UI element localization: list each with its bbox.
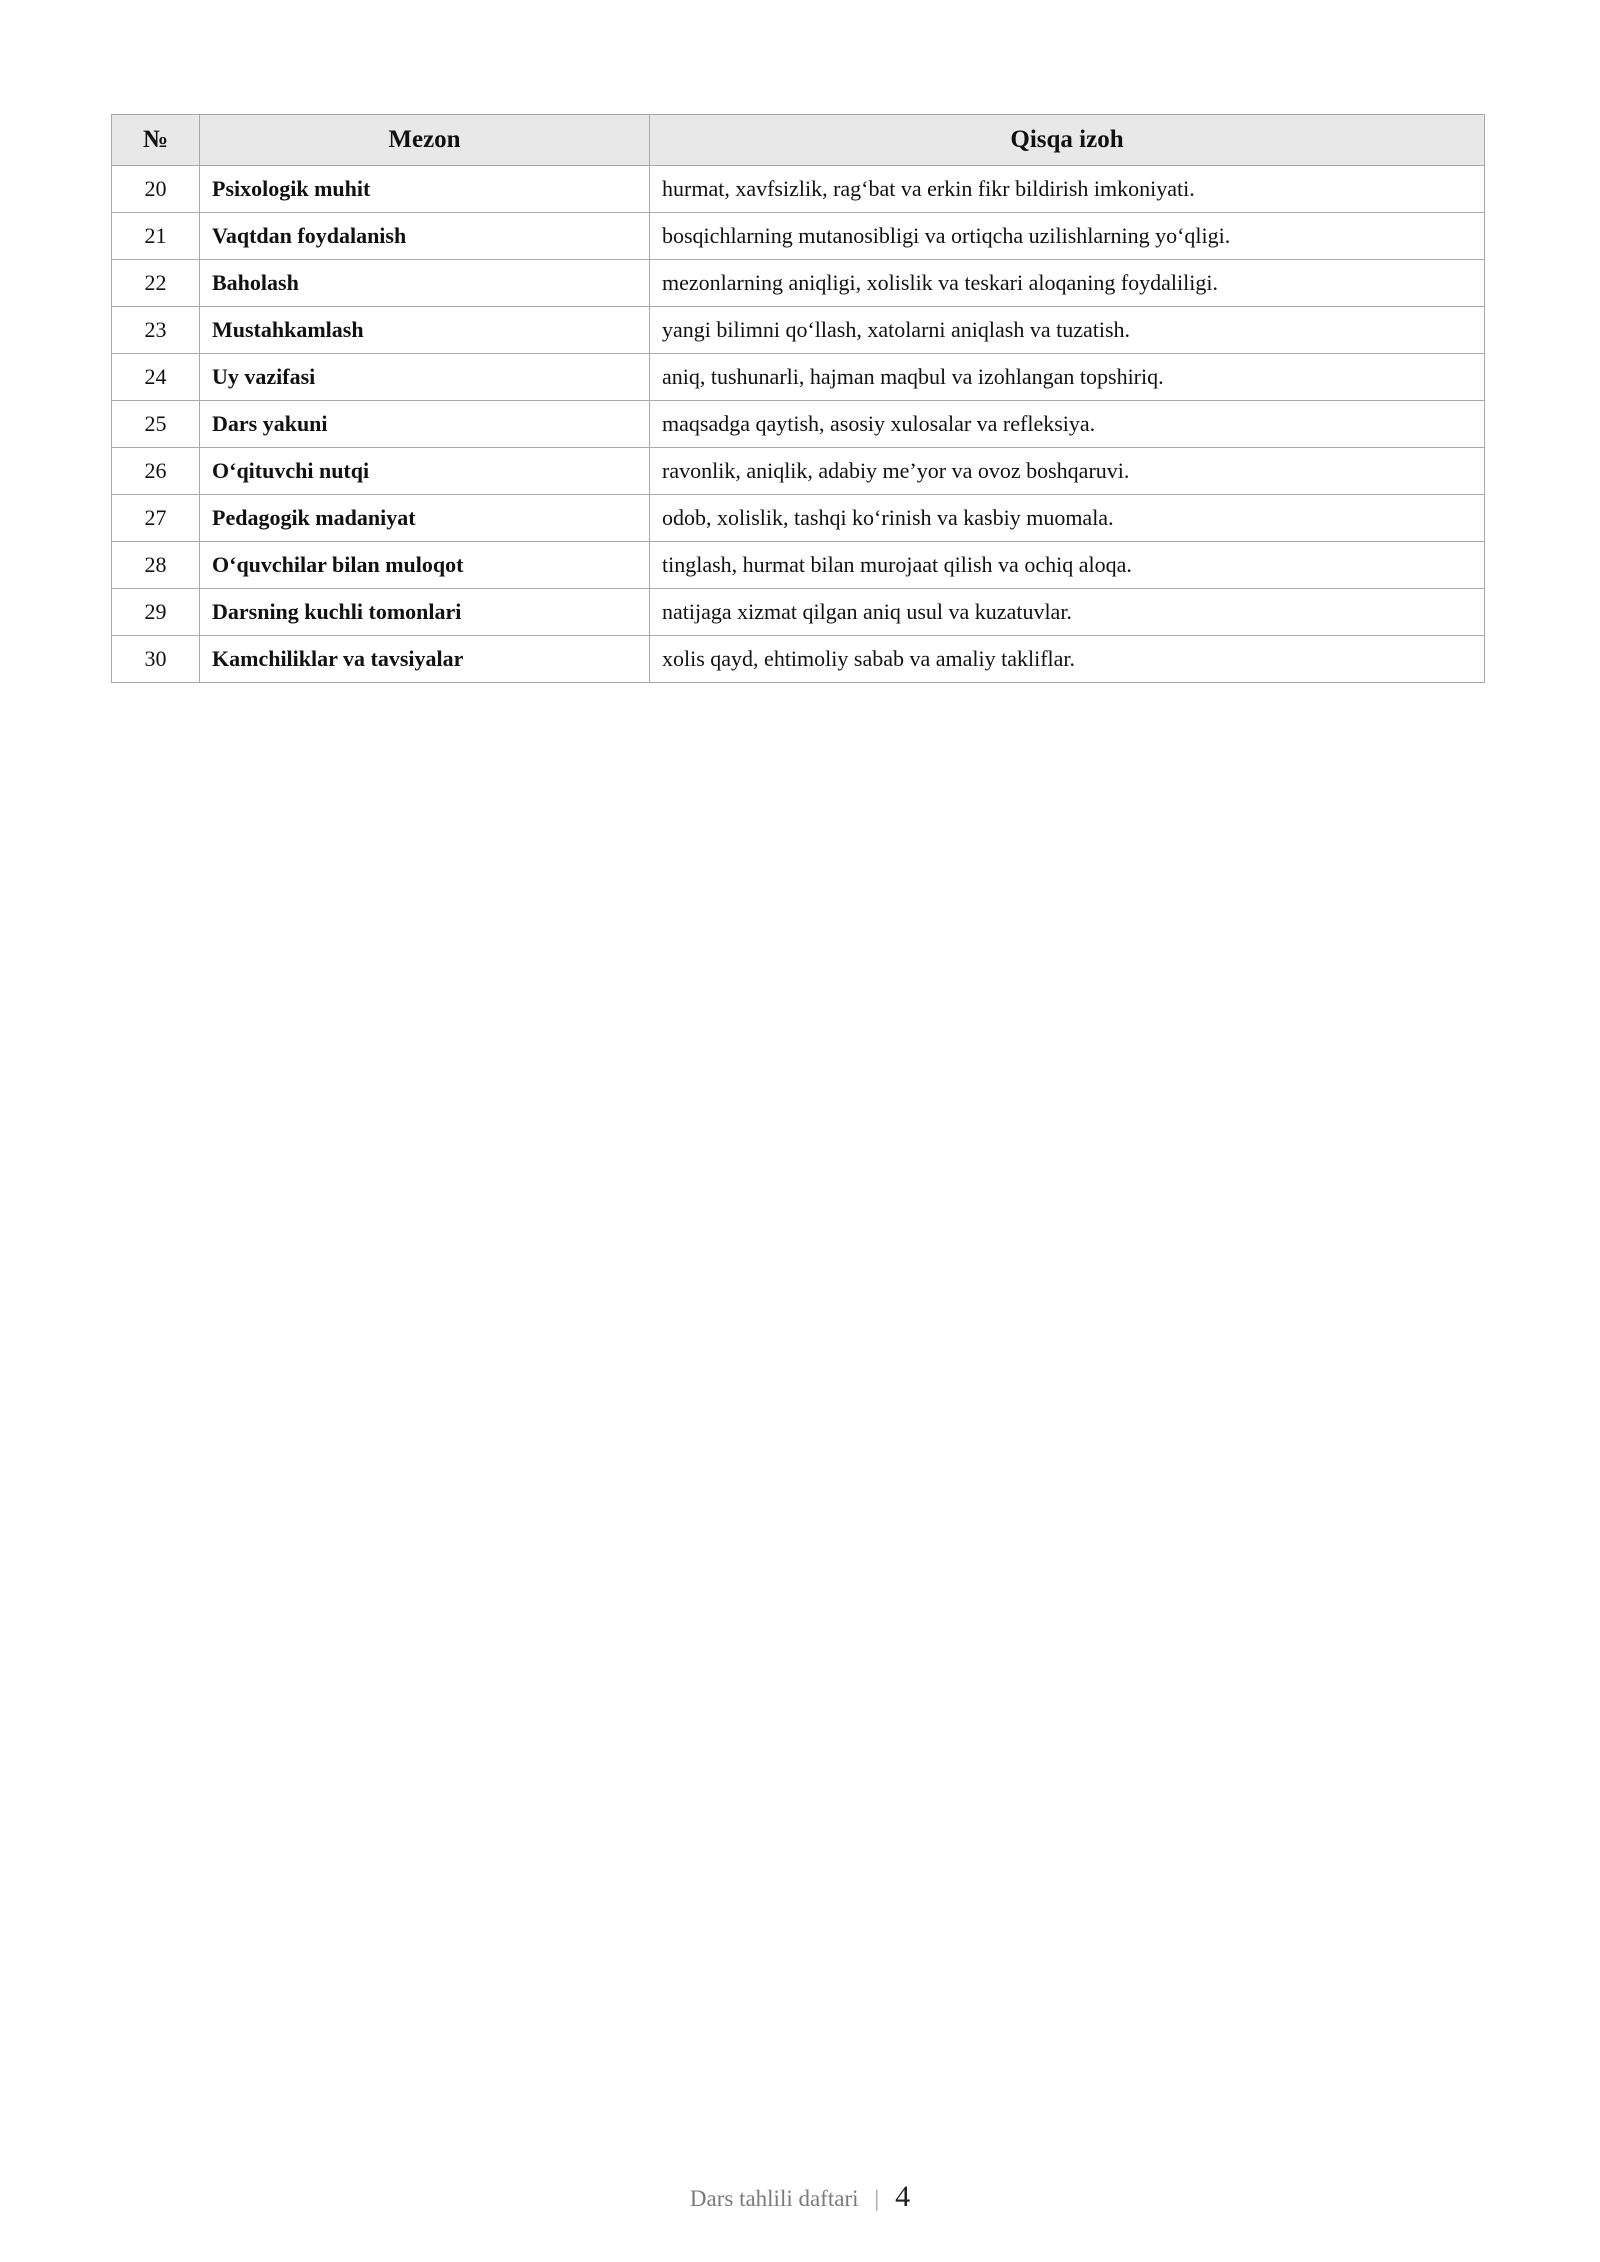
- row-number: 21: [112, 213, 200, 260]
- footer-title: Dars tahlili daftari: [689, 2186, 859, 2211]
- header-row: [112, 115, 1485, 166]
- row-criterion: Psixologik muhit: [200, 166, 650, 213]
- table-row: [112, 542, 1485, 589]
- table-row: [112, 260, 1485, 307]
- row-criterion: Kamchiliklar va tavsiyalar: [200, 636, 650, 683]
- row-criterion: Baholash: [200, 260, 650, 307]
- row-description: hurmat, xavfsizlik, rag‘bat va erkin fikr bildirish imkoniyati.: [650, 166, 1485, 213]
- row-number: 29: [112, 589, 200, 636]
- row-criterion: Vaqtdan foydalanish: [200, 213, 650, 260]
- row-number: 20: [112, 166, 200, 213]
- row-number: 30: [112, 636, 200, 683]
- table-row: [112, 448, 1485, 495]
- footer-separator: |: [874, 2186, 880, 2211]
- table-row: [112, 354, 1485, 401]
- row-criterion: Pedagogik madaniyat: [200, 495, 650, 542]
- table-row: [112, 213, 1485, 260]
- row-criterion: Mustahkamlash: [200, 307, 650, 354]
- row-description: aniq, tushunarli, hajman maqbul va izohlangan topshiriq.: [650, 354, 1485, 401]
- row-criterion: O‘quvchilar bilan muloqot: [200, 542, 650, 589]
- table-row: [112, 495, 1485, 542]
- row-criterion: Darsning kuchli tomonlari: [200, 589, 650, 636]
- row-number: 27: [112, 495, 200, 542]
- row-description: maqsadga qaytish, asosiy xulosalar va refleksiya.: [650, 401, 1485, 448]
- criteria-table: [111, 114, 1485, 683]
- header-description: Qisqa izoh: [650, 115, 1485, 166]
- row-description: mezonlarning aniqligi, xolislik va teskari aloqaning foydaliligi.: [650, 260, 1485, 307]
- header-criterion: Mezon: [200, 115, 650, 166]
- table-row: [112, 401, 1485, 448]
- row-description: tinglash, hurmat bilan murojaat qilish va ochiq aloqa.: [650, 542, 1485, 589]
- page-number: 4: [895, 2180, 911, 2213]
- table-row: [112, 166, 1485, 213]
- table-header: [112, 115, 1485, 166]
- row-number: 22: [112, 260, 200, 307]
- row-number: 23: [112, 307, 200, 354]
- table-row: [112, 307, 1485, 354]
- table-row: [112, 636, 1485, 683]
- row-number: 26: [112, 448, 200, 495]
- row-description: odob, xolislik, tashqi ko‘rinish va kasbiy muomala.: [650, 495, 1485, 542]
- row-description: natijaga xizmat qilgan aniq usul va kuzatuvlar.: [650, 589, 1485, 636]
- row-number: 28: [112, 542, 200, 589]
- header-number: №: [112, 115, 200, 166]
- table-body: [112, 166, 1485, 683]
- row-criterion: Dars yakuni: [200, 401, 650, 448]
- row-criterion: Uy vazifasi: [200, 354, 650, 401]
- row-criterion: O‘qituvchi nutqi: [200, 448, 650, 495]
- row-description: yangi bilimni qo‘llash, xatolarni aniqlash va tuzatish.: [650, 307, 1485, 354]
- row-description: xolis qayd, ehtimoliy sabab va amaliy takliflar.: [650, 636, 1485, 683]
- row-description: bosqichlarning mutanosibligi va ortiqcha uzilishlarning yo‘qligi.: [650, 213, 1485, 260]
- row-description: ravonlik, aniqlik, adabiy me’yor va ovoz boshqaruvi.: [650, 448, 1485, 495]
- table-row: [112, 589, 1485, 636]
- row-number: 25: [112, 401, 200, 448]
- page-footer: [0, 2180, 1600, 2214]
- row-number: 24: [112, 354, 200, 401]
